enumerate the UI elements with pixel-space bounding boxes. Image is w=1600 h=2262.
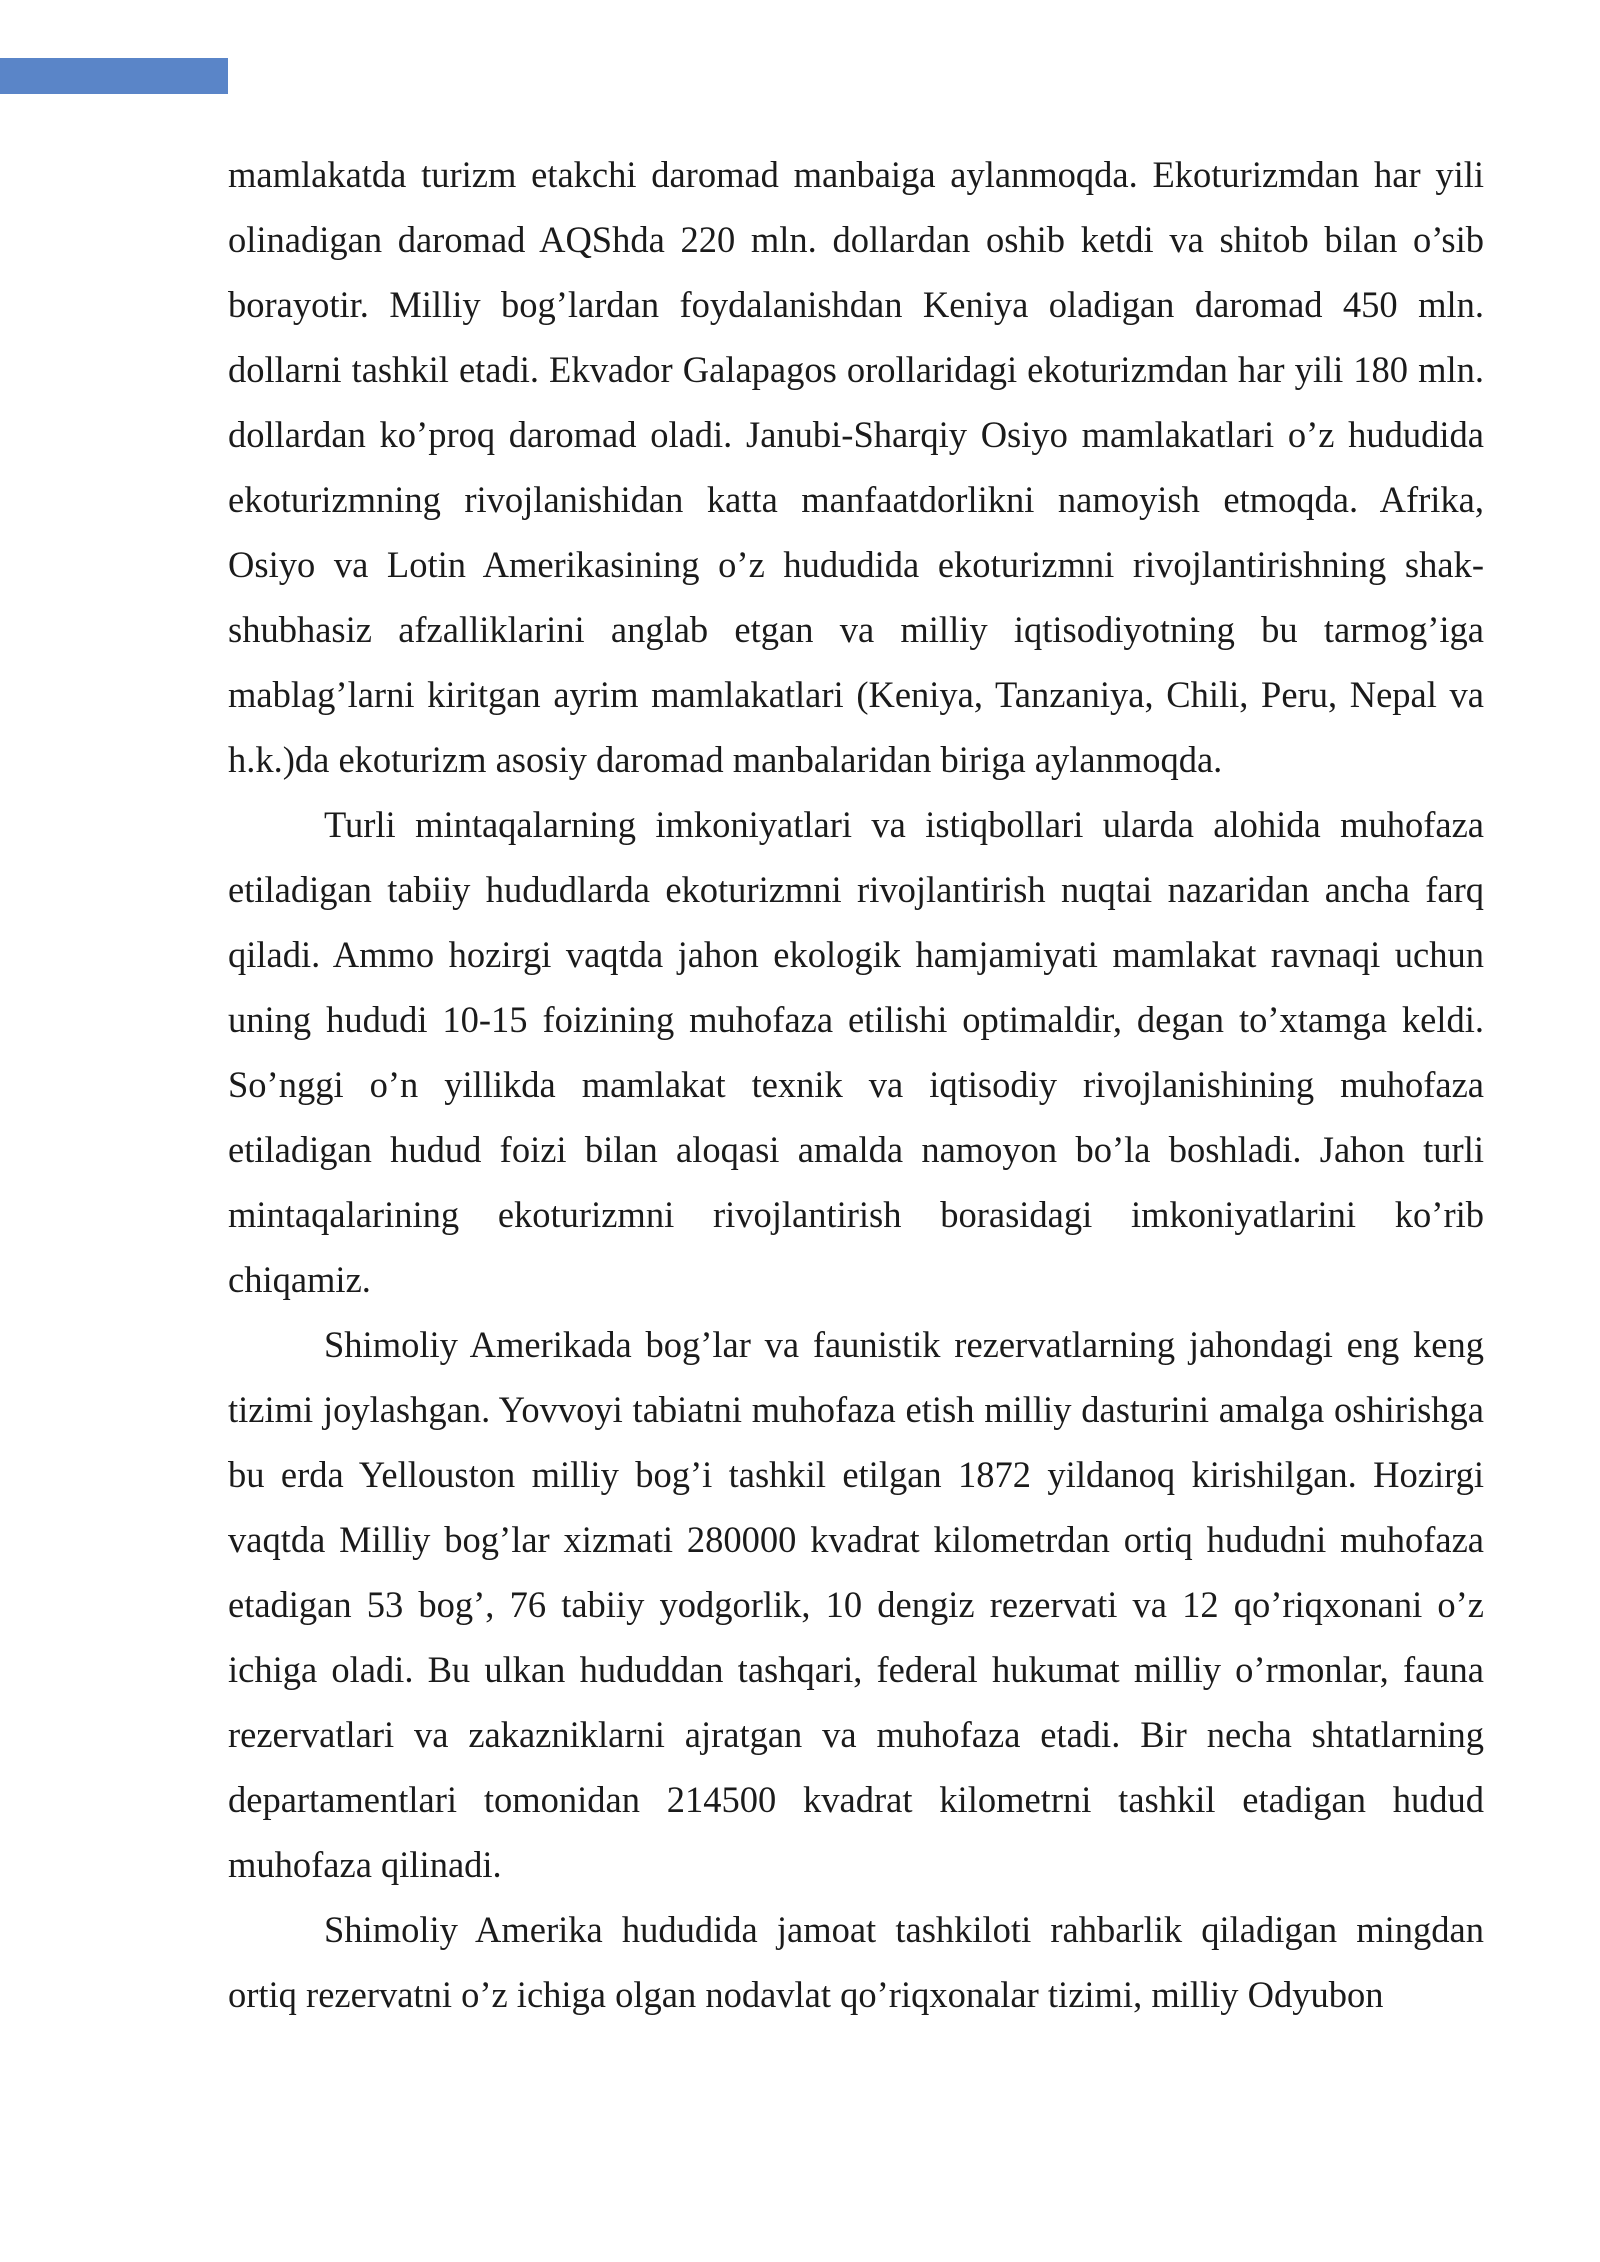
paragraph: Shimoliy Amerikada bog’lar va faunistik rezervatlarning jahondagi eng keng tizimi joylashgan. Yovvoyi tabiatni muhofaza etish milliy dasturini amalga oshirishga bu erda Yellouston milliy bog’i tashkil etilgan 1872 yildanoq kirishilgan. Hozirgi vaqtda Milliy bog’lar xizmati 280000 kvadrat kilometrdan ortiq hududni muhofaza etadigan 53 bog’, 76 tabiiy yodgorlik, 10 dengiz rezervati va 12 qo’riqxonani o’z ichiga oladi. Bu ulkan hududdan tashqari, federal hukumat milliy o’rmonlar, fauna rezervatlari va zakazniklarni ajratgan va muhofaza etadi. Bir necha shtatlarning departamentlari tomonidan 214500 kvadrat kilometrni tashkil etadigan hudud muhofaza qilinadi. <box>228 1324 1484 1885</box>
document-body <box>228 142 1484 2027</box>
paragraph: mamlakatda turizm etakchi daromad manbaiga aylanmoqda. Ekoturizmdan har yili olinadigan daromad AQShda 220 mln. dollardan oshib ketdi va shitob bilan o’sib borayotir. Milliy bog’lardan foydalanishdan Keniya oladigan daromad 450 mln. dollarni tashkil etadi. Ekvador Galapagos orollaridagi ekoturizmdan har yili 180 mln. dollardan ko’proq daromad oladi. Janubi-Sharqiy Osiyo mamlakatlari o’z hududida ekoturizmning rivojlanishidan katta manfaatdorlikni namoyish etmoqda. Afrika, Osiyo va Lotin Amerikasining o’z hududida ekoturizmni rivojlantirishning shak-shubhasiz afzalliklarini anglab etgan va milliy iqtisodiyotning bu tarmog’iga mablag’larni kiritgan ayrim mamlakatlari (Keniya, Tanzaniya, Chili, Peru, Nepal va h.k.)da ekoturizm asosiy daromad manbalaridan biriga aylanmoqda. <box>228 154 1484 780</box>
header-accent-bar <box>0 58 228 94</box>
paragraph: Turli mintaqalarning imkoniyatlari va istiqbollari ularda alohida muhofaza etiladigan tabiiy hududlarda ekoturizmni rivojlantirish nuqtai nazaridan ancha farq qiladi. Ammo hozirgi vaqtda jahon ekologik hamjamiyati mamlakat ravnaqi uchun uning hududi 10-15 foizining muhofaza etilishi optimaldir, degan to’xtamga keldi. So’nggi o’n yillikda mamlakat texnik va iqtisodiy rivojlanishining muhofaza etiladigan hudud foizi bilan aloqasi amalda namoyon bo’la boshladi. Jahon turli mintaqalarining ekoturizmni rivojlantirish borasidagi imkoniyatlarini ko’rib chiqamiz. <box>228 804 1484 1300</box>
paragraph: Shimoliy Amerika hududida jamoat tashkiloti rahbarlik qiladigan mingdan ortiq rezervatni o’z ichiga olgan nodavlat qo’riqxonalar tizimi, milliy Odyubon <box>228 1909 1484 2015</box>
